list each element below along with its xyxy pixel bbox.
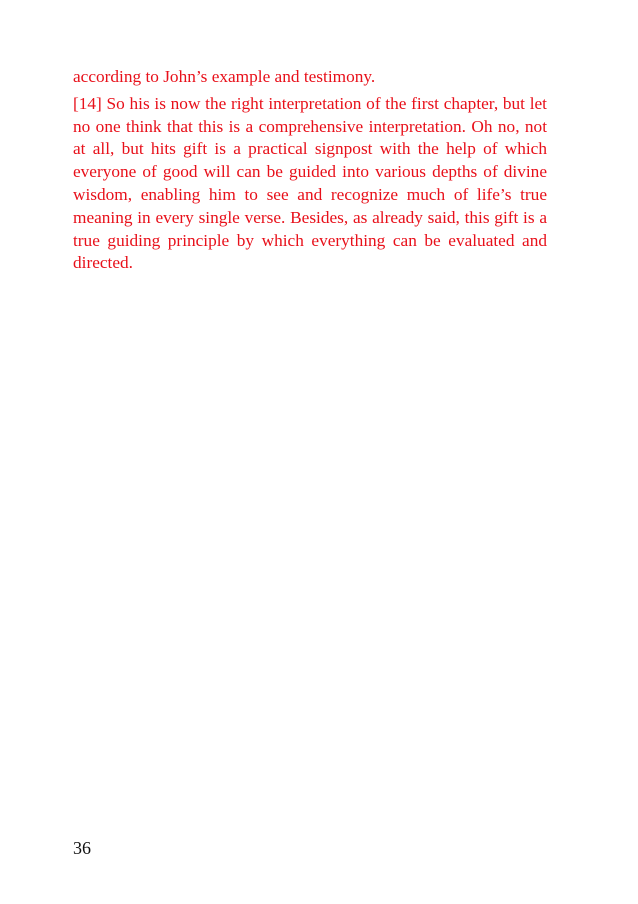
paragraph-text: So his is now the right interpretation of the first chapter, but let no one think that this is a comprehensive interpretation. Oh no, not at all, but hits gift is a practical signpost with the help of which everyone of good will can be guided into various depths of divine wisdom, enabling him to see and recognize much of life’s true meaning in every single verse. Besides, as already said, this gift is a true guiding principle by which everything can be evaluated and directed. — [73, 93, 547, 273]
paragraph-14 — [73, 93, 547, 275]
continuation-line: according to John’s example and testimony. — [73, 67, 376, 86]
body-text — [73, 66, 547, 275]
paragraph-number: [14] — [73, 93, 102, 113]
page-number: 36 — [73, 838, 91, 858]
